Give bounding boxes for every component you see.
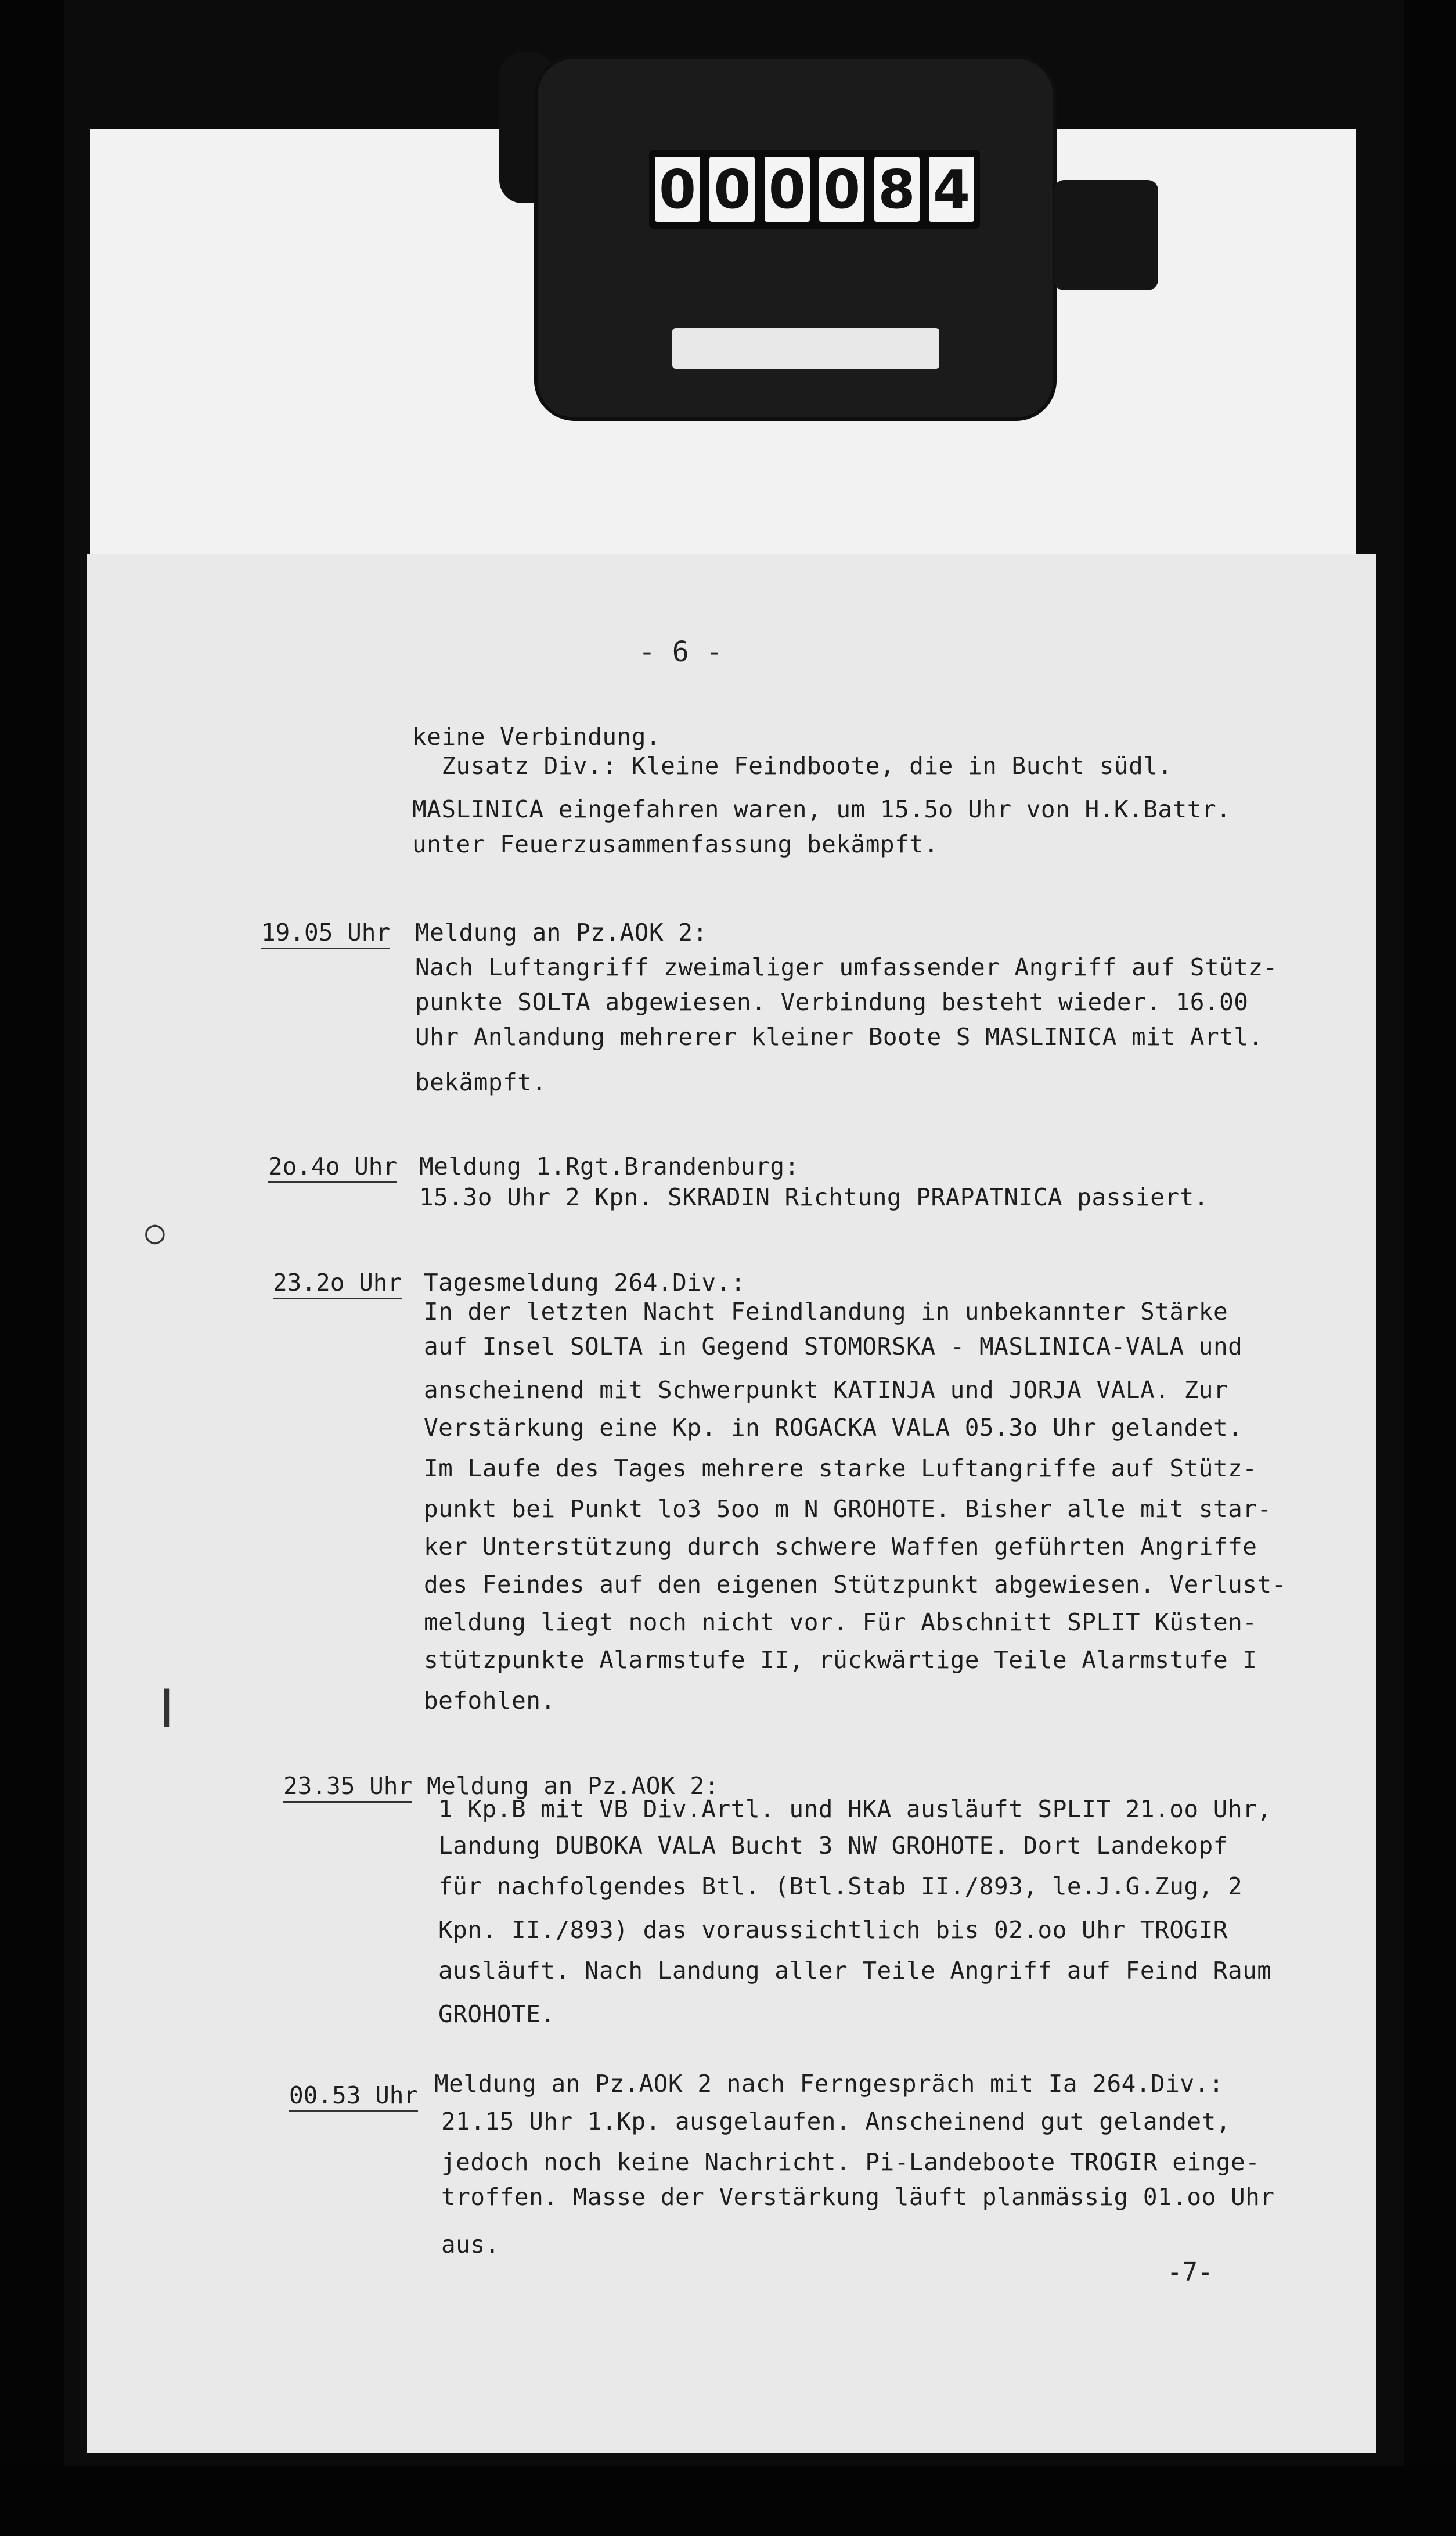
entry-line: ker Unterstützung durch schwere Waffen geführten Angriffe bbox=[424, 1533, 1257, 1561]
entry-line: Kpn. II./893) das voraussichtlich bis 02.oo Uhr TROGIR bbox=[438, 1916, 1228, 1944]
entry-line: GROHOTE. bbox=[438, 2000, 556, 2028]
entry-line: des Feindes auf den eigenen Stützpunkt abgewiesen. Verlust- bbox=[424, 1570, 1286, 1598]
entry-time: 23.2o Uhr bbox=[273, 1269, 402, 1299]
counter-slot bbox=[672, 328, 939, 369]
counter-knob bbox=[1054, 180, 1158, 290]
entry-line: Im Laufe des Tages mehrere starke Luftangriffe auf Stütz- bbox=[424, 1454, 1257, 1482]
next-page-marker: -7- bbox=[1167, 2257, 1213, 2287]
entry-line: 21.15 Uhr 1.Kp. ausgelaufen. Anscheinend gut gelandet, bbox=[441, 2108, 1231, 2135]
entry-line: jedoch noch keine Nachricht. Pi-Landeboote TROGIR einge- bbox=[441, 2148, 1260, 2176]
entry-line: Meldung 1.Rgt.Brandenburg: bbox=[419, 1152, 799, 1180]
intro-line: unter Feuerzusammenfassung bekämpft. bbox=[412, 830, 939, 858]
intro-line: Zusatz Div.: Kleine Feindboote, die in Bucht südl. bbox=[412, 752, 1173, 780]
entry-line: Meldung an Pz.AOK 2 nach Ferngespräch mit Ia 264.Div.: bbox=[434, 2070, 1224, 2098]
entry-time: 2o.4o Uhr bbox=[268, 1152, 397, 1183]
entry-line: auf Insel SOLTA in Gegend STOMORSKA - MASLINICA-VALA und bbox=[424, 1332, 1243, 1360]
film-edge-right bbox=[1404, 0, 1456, 2536]
entry-line: punkte SOLTA abgewiesen. Verbindung besteht wieder. 16.00 bbox=[415, 988, 1249, 1016]
counter-digit: 0 bbox=[765, 157, 810, 222]
counter-digit: 0 bbox=[709, 157, 755, 222]
counter-digit: 0 bbox=[819, 157, 864, 222]
entry-line: Tagesmeldung 264.Div.: bbox=[424, 1269, 746, 1296]
entry-line: In der letzten Nacht Feindlandung in unbekannter Stärke bbox=[424, 1298, 1228, 1325]
entry-line: meldung liegt noch nicht vor. Für Abschnitt SPLIT Küsten- bbox=[424, 1608, 1257, 1636]
entry-line: Meldung an Pz.AOK 2: bbox=[427, 1772, 719, 1800]
entry-line: Landung DUBOKA VALA Bucht 3 NW GROHOTE. Dort Landekopf bbox=[438, 1832, 1228, 1860]
counter-display bbox=[649, 150, 980, 229]
entry-line: punkt bei Punkt lo3 5oo m N GROHOTE. Bisher alle mit star- bbox=[424, 1495, 1272, 1523]
entry-time: 19.05 Uhr bbox=[261, 918, 390, 949]
intro-line: keine Verbindung. bbox=[412, 723, 661, 751]
entry-time: 00.53 Uhr bbox=[289, 2081, 418, 2112]
entry-line: ausläuft. Nach Landung aller Teile Angriff auf Feind Raum bbox=[438, 1957, 1272, 1984]
counter-digit: 0 bbox=[655, 157, 700, 222]
entry-line: bekämpft. bbox=[415, 1068, 547, 1096]
entry-line: Verstärkung eine Kp. in ROGACKA VALA 05.3o Uhr gelandet. bbox=[424, 1414, 1243, 1442]
entry-line: Uhr Anlandung mehrerer kleiner Boote S MASLINICA mit Artl. bbox=[415, 1023, 1263, 1051]
counter-digit: 4 bbox=[929, 157, 974, 222]
entry-line: befohlen. bbox=[424, 1687, 556, 1714]
entry-line: anscheinend mit Schwerpunkt KATINJA und JORJA VALA. Zur bbox=[424, 1376, 1228, 1404]
film-edge-bottom bbox=[0, 2466, 1456, 2536]
entry-time: 23.35 Uhr bbox=[283, 1772, 412, 1803]
entry-line: Meldung an Pz.AOK 2: bbox=[415, 918, 708, 946]
entry-line: für nachfolgendes Btl. (Btl.Stab II./893, le.J.G.Zug, 2 bbox=[438, 1872, 1243, 1900]
film-edge-left bbox=[0, 0, 64, 2536]
entry-line: 1 Kp.B mit VB Div.Artl. und HKA ausläuft SPLIT 21.oo Uhr, bbox=[438, 1795, 1272, 1823]
intro-line: MASLINICA eingefahren waren, um 15.5o Uhr von H.K.Battr. bbox=[412, 795, 1231, 823]
entry-line: Nach Luftangriff zweimaliger umfassender Angriff auf Stütz- bbox=[415, 953, 1278, 981]
page-number: - 6 - bbox=[639, 636, 723, 668]
entry-line: troffen. Masse der Verstärkung läuft planmässig 01.oo Uhr bbox=[441, 2183, 1275, 2211]
counter-digit: 8 bbox=[874, 157, 920, 222]
entry-line: 15.3o Uhr 2 Kpn. SKRADIN Richtung PRAPATNICA passiert. bbox=[419, 1183, 1209, 1211]
punch-hole: ○ bbox=[145, 1213, 165, 1251]
entry-line: stützpunkte Alarmstufe II, rückwärtige Teile Alarmstufe I bbox=[424, 1646, 1257, 1674]
entry-line: aus. bbox=[441, 2231, 500, 2258]
punch-hole: ┃ bbox=[157, 1690, 176, 1727]
